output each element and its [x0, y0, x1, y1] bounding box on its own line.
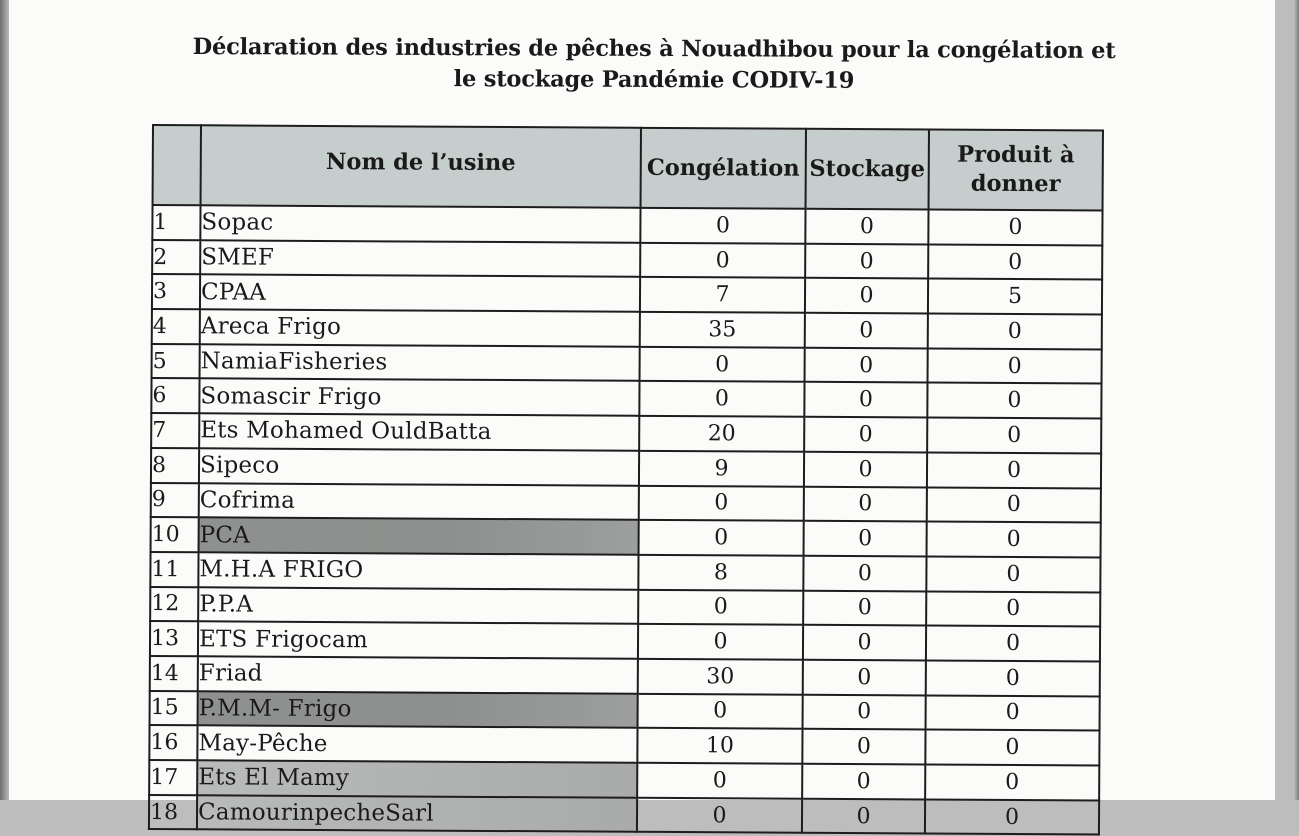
produit-value: 0 [927, 418, 1101, 454]
row-number: 6 [151, 378, 199, 413]
header-stockage: Stockage [806, 129, 929, 210]
stockage-value: 0 [805, 209, 928, 244]
stockage-value: 0 [804, 452, 927, 487]
produit-value: 5 [928, 279, 1102, 315]
stockage-value: 0 [804, 382, 927, 417]
row-number: 12 [150, 587, 198, 622]
document-page [9, 0, 1275, 830]
produit-value: 0 [926, 660, 1100, 696]
congelation-value: 7 [640, 277, 805, 313]
table-row [152, 344, 1102, 384]
table-row [151, 517, 1101, 557]
produit-value: 0 [928, 244, 1102, 280]
stockage-value: 0 [805, 313, 928, 348]
factory-name: ETS Frigocam [198, 622, 638, 659]
table-row [152, 205, 1102, 245]
factory-name: May-Pêche [197, 726, 637, 763]
title-line-2: le stockage Pandémie CODIV-19 [453, 66, 855, 94]
table-row [152, 309, 1102, 349]
declaration-table [148, 124, 1104, 836]
row-number: 18 [149, 795, 197, 830]
produit-value: 0 [927, 452, 1101, 488]
produit-value: 0 [925, 764, 1099, 800]
congelation-value: 0 [638, 624, 803, 660]
row-number: 4 [152, 309, 200, 344]
header-factory-name: Nom de l’usine [201, 125, 641, 208]
viewer-left-edge [0, 0, 9, 800]
congelation-value: 0 [639, 485, 804, 521]
factory-name: Cofrima [199, 483, 639, 520]
row-number: 11 [150, 552, 198, 587]
document-title [9, 31, 1299, 99]
table-row [150, 621, 1100, 661]
table-row [150, 587, 1100, 627]
produit-value: 0 [927, 487, 1101, 523]
stockage-value: 0 [804, 486, 927, 521]
factory-name: SMEF [200, 240, 640, 277]
stockage-value: 0 [804, 521, 927, 556]
row-number: 7 [151, 413, 199, 448]
congelation-value: 0 [637, 763, 802, 799]
congelation-value: 10 [637, 728, 802, 764]
row-number: 3 [152, 274, 200, 309]
produit-value: 0 [925, 730, 1099, 766]
row-number: 14 [150, 656, 198, 691]
factory-name: Somascir Frigo [199, 379, 639, 416]
row-number: 5 [152, 344, 200, 379]
congelation-value: 0 [640, 243, 805, 279]
table-row [149, 760, 1099, 800]
congelation-value: 30 [638, 659, 803, 695]
produit-value: 0 [928, 314, 1102, 350]
produit-value: 0 [926, 626, 1100, 662]
congelation-value: 8 [638, 555, 803, 591]
row-number: 16 [149, 725, 197, 760]
row-number: 9 [151, 482, 199, 517]
stockage-value: 0 [802, 729, 925, 764]
produit-value: 0 [926, 556, 1100, 592]
stockage-value: 0 [803, 625, 926, 660]
stockage-value: 0 [803, 556, 926, 591]
title-line-1: Déclaration des industries de pêches à Nouadhibou pour la congélation et [192, 33, 1116, 65]
congelation-value: 20 [639, 416, 804, 452]
congelation-value: 0 [637, 797, 802, 833]
row-number: 8 [151, 448, 199, 483]
produit-value: 0 [925, 799, 1099, 835]
row-number: 17 [149, 760, 197, 795]
table-row [152, 240, 1102, 280]
row-number: 1 [152, 205, 200, 240]
stockage-value: 0 [803, 590, 926, 625]
congelation-value: 9 [639, 451, 804, 487]
congelation-value: 0 [639, 520, 804, 556]
factory-name: Ets Mohamed OuldBatta [199, 413, 639, 450]
factory-name: NamiaFisheries [200, 344, 640, 381]
factory-name: Sipeco [199, 448, 639, 485]
stockage-value: 0 [805, 348, 928, 383]
produit-value: 0 [926, 591, 1100, 627]
table-row [151, 448, 1101, 488]
produit-value: 0 [928, 348, 1102, 384]
congelation-value: 0 [638, 693, 803, 729]
produit-value: 0 [927, 522, 1101, 558]
produit-value: 0 [928, 209, 1102, 245]
table-row [151, 482, 1101, 522]
table-row [150, 552, 1100, 592]
congelation-value: 0 [640, 208, 805, 244]
factory-name: Sopac [200, 205, 640, 242]
stockage-value: 0 [803, 660, 926, 695]
produit-value: 0 [926, 695, 1100, 731]
table-row [150, 656, 1100, 696]
row-number: 15 [150, 691, 198, 726]
header-produit-a-donner: Produit à donner [929, 129, 1103, 210]
factory-name: Areca Frigo [200, 309, 640, 346]
stockage-value: 0 [802, 764, 925, 799]
factory-name: PCA [199, 517, 639, 554]
table-row [151, 413, 1101, 453]
table-row [151, 378, 1101, 418]
table-row [150, 691, 1100, 731]
factory-name: P.M.M- Frigo [198, 691, 638, 728]
factory-name: CPAA [200, 275, 640, 312]
factory-name: M.H.A FRIGO [198, 552, 638, 589]
header-congelation: Congélation [641, 128, 806, 209]
congelation-value: 0 [639, 381, 804, 417]
table-row [152, 274, 1102, 314]
stockage-value: 0 [805, 278, 928, 313]
factory-name: Friad [198, 656, 638, 693]
row-number: 2 [152, 240, 200, 275]
stockage-value: 0 [803, 694, 926, 729]
table-body [149, 205, 1103, 835]
produit-value: 0 [927, 383, 1101, 419]
stockage-value: 0 [805, 243, 928, 278]
stockage-value: 0 [804, 417, 927, 452]
factory-name: P.P.A [198, 587, 638, 624]
factory-name: CamourinpecheSarl [197, 795, 637, 832]
row-number: 13 [150, 621, 198, 656]
congelation-value: 0 [640, 347, 805, 383]
table-row [149, 725, 1099, 765]
stockage-value: 0 [802, 798, 925, 833]
factory-name: Ets El Mamy [197, 760, 637, 797]
congelation-value: 35 [640, 312, 805, 348]
header-number [153, 125, 201, 205]
table-header-row [153, 125, 1103, 210]
table-row [149, 795, 1099, 835]
row-number: 10 [151, 517, 199, 552]
viewer-right-edge [1294, 0, 1299, 800]
congelation-value: 0 [638, 589, 803, 625]
